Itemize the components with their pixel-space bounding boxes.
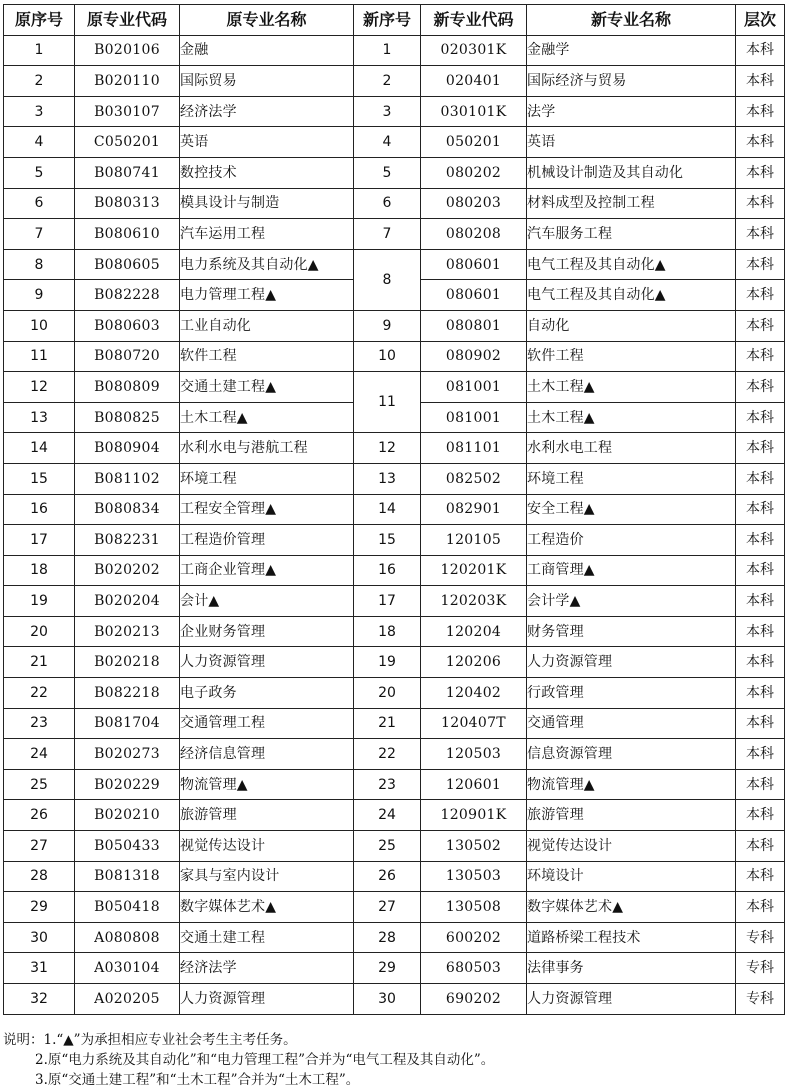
cell-old-no: 10 [4, 310, 75, 341]
cell-old-name: 企业财务管理 [180, 616, 354, 647]
cell-old-no: 31 [4, 953, 75, 984]
cell-old-no: 11 [4, 341, 75, 372]
cell-old-code: B081704 [75, 708, 180, 739]
cell-old-name: 数字媒体艺术▲ [180, 892, 354, 923]
cell-new-code: 082502 [421, 463, 527, 494]
cell-new-code: 120503 [421, 739, 527, 770]
cell-old-no: 23 [4, 708, 75, 739]
cell-level: 本科 [736, 188, 785, 219]
cell-new-code: 120204 [421, 616, 527, 647]
table-body [4, 35, 785, 1014]
table-row [4, 35, 785, 66]
cell-new-name: 国际经济与贸易 [527, 66, 736, 97]
table-row [4, 800, 785, 831]
table-row [4, 96, 785, 127]
cell-new-code: 120203K [421, 586, 527, 617]
table-row [4, 647, 785, 678]
cell-level: 本科 [736, 861, 785, 892]
cell-level: 本科 [736, 494, 785, 525]
cell-old-no: 16 [4, 494, 75, 525]
cell-old-name: 软件工程 [180, 341, 354, 372]
cell-old-code: B020204 [75, 586, 180, 617]
table-row [4, 708, 785, 739]
cell-new-name: 环境设计 [527, 861, 736, 892]
cell-new-name: 电气工程及其自动化▲ [527, 280, 736, 311]
cell-old-code: B080834 [75, 494, 180, 525]
cell-new-name: 材料成型及控制工程 [527, 188, 736, 219]
cell-new-name: 交通管理 [527, 708, 736, 739]
cell-old-name: 交通管理工程 [180, 708, 354, 739]
cell-level: 本科 [736, 463, 785, 494]
table-row [4, 555, 785, 586]
cell-old-no: 12 [4, 372, 75, 403]
cell-new-name: 英语 [527, 127, 736, 158]
table-row [4, 372, 785, 403]
cell-new-code: 130503 [421, 861, 527, 892]
cell-new-code: 080208 [421, 219, 527, 250]
cell-new-code: 081101 [421, 433, 527, 464]
cell-new-name: 视觉传达设计 [527, 831, 736, 862]
cell-old-name: 土木工程▲ [180, 402, 354, 433]
cell-old-code: A030104 [75, 953, 180, 984]
cell-new-name: 安全工程▲ [527, 494, 736, 525]
cell-new-no: 9 [354, 310, 421, 341]
cell-old-code: B082231 [75, 525, 180, 556]
table-row [4, 678, 785, 709]
cell-old-no: 18 [4, 555, 75, 586]
cell-old-code: B080825 [75, 402, 180, 433]
cell-old-no: 9 [4, 280, 75, 311]
cell-level: 本科 [736, 678, 785, 709]
cell-new-no: 16 [354, 555, 421, 586]
cell-new-code: 130508 [421, 892, 527, 923]
cell-new-name: 工商管理▲ [527, 555, 736, 586]
table-row [4, 188, 785, 219]
cell-new-code: 080601 [421, 249, 527, 280]
table-row [4, 616, 785, 647]
cell-old-name: 工商企业管理▲ [180, 555, 354, 586]
cell-new-name: 土木工程▲ [527, 402, 736, 433]
cell-old-code: B082218 [75, 678, 180, 709]
cell-old-no: 20 [4, 616, 75, 647]
cell-old-name: 工程造价管理 [180, 525, 354, 556]
cell-old-name: 工业自动化 [180, 310, 354, 341]
cell-old-name: 经济法学 [180, 953, 354, 984]
table-row [4, 127, 785, 158]
table-row [4, 66, 785, 97]
cell-new-code: 082901 [421, 494, 527, 525]
table-row [4, 769, 785, 800]
cell-old-name: 经济法学 [180, 96, 354, 127]
cell-old-name: 金融 [180, 35, 354, 66]
cell-old-no: 19 [4, 586, 75, 617]
cell-old-code: B020229 [75, 769, 180, 800]
cell-level: 本科 [736, 525, 785, 556]
cell-new-code: 020401 [421, 66, 527, 97]
cell-old-name: 国际贸易 [180, 66, 354, 97]
cell-level: 专科 [736, 984, 785, 1015]
cell-old-name: 旅游管理 [180, 800, 354, 831]
header-new-no: 新序号 [354, 5, 421, 36]
cell-level: 本科 [736, 831, 785, 862]
cell-old-code: B050433 [75, 831, 180, 862]
cell-old-no: 26 [4, 800, 75, 831]
cell-old-code: B080313 [75, 188, 180, 219]
cell-old-code: B020106 [75, 35, 180, 66]
cell-new-name: 数字媒体艺术▲ [527, 892, 736, 923]
note-text-1: 1.“▲”为承担相应专业社会考生主考任务。 [43, 1032, 297, 1048]
cell-old-name: 环境工程 [180, 463, 354, 494]
cell-new-code: 600202 [421, 922, 527, 953]
cell-new-code: 120402 [421, 678, 527, 709]
cell-old-code: B081318 [75, 861, 180, 892]
cell-level: 本科 [736, 96, 785, 127]
cell-level: 本科 [736, 35, 785, 66]
table-row [4, 739, 785, 770]
cell-old-no: 3 [4, 96, 75, 127]
cell-new-code: 120206 [421, 647, 527, 678]
cell-new-name: 旅游管理 [527, 800, 736, 831]
cell-old-no: 28 [4, 861, 75, 892]
header-old-name: 原专业名称 [180, 5, 354, 36]
cell-old-name: 人力资源管理 [180, 984, 354, 1015]
cell-level: 本科 [736, 586, 785, 617]
cell-level: 本科 [736, 769, 785, 800]
cell-new-no: 17 [354, 586, 421, 617]
cell-new-name: 土木工程▲ [527, 372, 736, 403]
cell-old-code: B080610 [75, 219, 180, 250]
cell-new-name: 人力资源管理 [527, 984, 736, 1015]
cell-old-code: B020273 [75, 739, 180, 770]
table-row [4, 861, 785, 892]
table-row [4, 433, 785, 464]
cell-new-code: 050201 [421, 127, 527, 158]
cell-new-no: 21 [354, 708, 421, 739]
cell-new-no: 11 [354, 372, 421, 433]
cell-new-name: 财务管理 [527, 616, 736, 647]
cell-old-code: B020213 [75, 616, 180, 647]
cell-level: 本科 [736, 219, 785, 250]
header-new-name: 新专业名称 [527, 5, 736, 36]
cell-new-no: 6 [354, 188, 421, 219]
table-row [4, 219, 785, 250]
cell-old-no: 14 [4, 433, 75, 464]
header-level: 层次 [736, 5, 785, 36]
cell-new-no: 28 [354, 922, 421, 953]
cell-old-name: 视觉传达设计 [180, 831, 354, 862]
cell-old-no: 32 [4, 984, 75, 1015]
cell-old-no: 8 [4, 249, 75, 280]
cell-old-name: 交通土建工程▲ [180, 372, 354, 403]
header-old-no: 原序号 [4, 5, 75, 36]
cell-new-name: 环境工程 [527, 463, 736, 494]
note-text-3: 3.原“交通土建工程”和“土木工程”合并为“土木工程”。 [35, 1072, 360, 1088]
note-line-3 [3, 1070, 784, 1090]
cell-old-no: 21 [4, 647, 75, 678]
cell-old-code: B080720 [75, 341, 180, 372]
cell-level: 本科 [736, 66, 785, 97]
cell-old-code: B030107 [75, 96, 180, 127]
cell-old-no: 27 [4, 831, 75, 862]
cell-old-name: 电子政务 [180, 678, 354, 709]
cell-old-name: 汽车运用工程 [180, 219, 354, 250]
note-text-2: 2.原“电力系统及其自动化”和“电力管理工程”合并为“电气工程及其自动化”。 [35, 1052, 495, 1068]
cell-old-code: B081102 [75, 463, 180, 494]
cell-new-name: 人力资源管理 [527, 647, 736, 678]
cell-old-code: B020202 [75, 555, 180, 586]
cell-new-name: 会计学▲ [527, 586, 736, 617]
cell-new-no: 26 [354, 861, 421, 892]
cell-new-name: 汽车服务工程 [527, 219, 736, 250]
cell-level: 本科 [736, 372, 785, 403]
cell-new-code: 081001 [421, 372, 527, 403]
notes-section [3, 1030, 784, 1090]
cell-old-no: 5 [4, 157, 75, 188]
cell-new-code: 030101K [421, 96, 527, 127]
table-row [4, 892, 785, 923]
cell-old-name: 英语 [180, 127, 354, 158]
cell-level: 专科 [736, 922, 785, 953]
cell-old-no: 25 [4, 769, 75, 800]
cell-old-code: B020110 [75, 66, 180, 97]
cell-old-code: A080808 [75, 922, 180, 953]
cell-old-name: 家具与室内设计 [180, 861, 354, 892]
cell-new-name: 法学 [527, 96, 736, 127]
table-row [4, 953, 785, 984]
cell-level: 本科 [736, 402, 785, 433]
cell-level: 本科 [736, 341, 785, 372]
cell-level: 本科 [736, 708, 785, 739]
cell-old-no: 30 [4, 922, 75, 953]
cell-new-code: 080601 [421, 280, 527, 311]
cell-new-code: 680503 [421, 953, 527, 984]
cell-new-no: 15 [354, 525, 421, 556]
cell-new-name: 行政管理 [527, 678, 736, 709]
cell-new-no: 29 [354, 953, 421, 984]
cell-new-no: 14 [354, 494, 421, 525]
cell-new-name: 水利水电工程 [527, 433, 736, 464]
cell-new-code: 690202 [421, 984, 527, 1015]
cell-new-code: 120407T [421, 708, 527, 739]
cell-new-no: 3 [354, 96, 421, 127]
cell-old-name: 经济信息管理 [180, 739, 354, 770]
cell-old-code: B080605 [75, 249, 180, 280]
cell-new-no: 22 [354, 739, 421, 770]
cell-old-name: 交通土建工程 [180, 922, 354, 953]
table-row [4, 525, 785, 556]
cell-level: 本科 [736, 800, 785, 831]
cell-new-no: 30 [354, 984, 421, 1015]
cell-old-code: B080603 [75, 310, 180, 341]
cell-level: 本科 [736, 555, 785, 586]
cell-new-code: 130502 [421, 831, 527, 862]
cell-new-name: 工程造价 [527, 525, 736, 556]
cell-old-no: 6 [4, 188, 75, 219]
cell-old-name: 工程安全管理▲ [180, 494, 354, 525]
cell-level: 本科 [736, 892, 785, 923]
cell-old-code: B082228 [75, 280, 180, 311]
table-row [4, 249, 785, 280]
table-row [4, 922, 785, 953]
cell-new-no: 2 [354, 66, 421, 97]
cell-old-no: 4 [4, 127, 75, 158]
cell-new-name: 金融学 [527, 35, 736, 66]
cell-new-code: 080801 [421, 310, 527, 341]
cell-new-name: 法律事务 [527, 953, 736, 984]
cell-level: 本科 [736, 739, 785, 770]
cell-old-name: 会计▲ [180, 586, 354, 617]
cell-new-code: 080202 [421, 157, 527, 188]
cell-old-code: C050201 [75, 127, 180, 158]
cell-level: 本科 [736, 157, 785, 188]
header-new-code: 新专业代码 [421, 5, 527, 36]
cell-level: 本科 [736, 127, 785, 158]
cell-new-name: 自动化 [527, 310, 736, 341]
major-mapping-table [3, 4, 785, 1015]
cell-old-no: 2 [4, 66, 75, 97]
cell-new-code: 081001 [421, 402, 527, 433]
cell-new-no: 1 [354, 35, 421, 66]
table-header-row [4, 5, 785, 36]
table-row [4, 463, 785, 494]
table-row [4, 341, 785, 372]
cell-new-no: 25 [354, 831, 421, 862]
cell-new-no: 7 [354, 219, 421, 250]
cell-new-no: 8 [354, 249, 421, 310]
cell-old-name: 电力系统及其自动化▲ [180, 249, 354, 280]
cell-new-no: 19 [354, 647, 421, 678]
cell-new-no: 18 [354, 616, 421, 647]
cell-level: 本科 [736, 310, 785, 341]
table-row [4, 157, 785, 188]
table-row [4, 586, 785, 617]
document-page [3, 4, 784, 1015]
cell-level: 本科 [736, 647, 785, 678]
cell-old-code: B020210 [75, 800, 180, 831]
cell-new-no: 10 [354, 341, 421, 372]
cell-new-no: 20 [354, 678, 421, 709]
cell-new-code: 020301K [421, 35, 527, 66]
cell-new-no: 23 [354, 769, 421, 800]
cell-old-name: 电力管理工程▲ [180, 280, 354, 311]
note-line-1 [3, 1030, 784, 1050]
cell-old-no: 13 [4, 402, 75, 433]
table-row [4, 310, 785, 341]
cell-new-no: 4 [354, 127, 421, 158]
cell-old-name: 数控技术 [180, 157, 354, 188]
cell-old-no: 29 [4, 892, 75, 923]
cell-old-no: 17 [4, 525, 75, 556]
cell-new-name: 软件工程 [527, 341, 736, 372]
cell-new-no: 12 [354, 433, 421, 464]
cell-new-code: 120105 [421, 525, 527, 556]
cell-old-no: 22 [4, 678, 75, 709]
cell-old-code: A020205 [75, 984, 180, 1015]
cell-new-code: 080902 [421, 341, 527, 372]
cell-new-code: 080203 [421, 188, 527, 219]
cell-new-name: 信息资源管理 [527, 739, 736, 770]
cell-old-code: B050418 [75, 892, 180, 923]
cell-old-code: B080741 [75, 157, 180, 188]
cell-old-name: 人力资源管理 [180, 647, 354, 678]
cell-new-no: 24 [354, 800, 421, 831]
cell-old-no: 7 [4, 219, 75, 250]
cell-level: 本科 [736, 616, 785, 647]
cell-old-name: 物流管理▲ [180, 769, 354, 800]
cell-new-code: 120201K [421, 555, 527, 586]
cell-level: 专科 [736, 953, 785, 984]
table-row [4, 831, 785, 862]
cell-new-no: 13 [354, 463, 421, 494]
cell-new-name: 电气工程及其自动化▲ [527, 249, 736, 280]
note-line-2 [3, 1050, 784, 1070]
cell-old-name: 模具设计与制造 [180, 188, 354, 219]
cell-level: 本科 [736, 249, 785, 280]
cell-old-code: B020218 [75, 647, 180, 678]
cell-new-code: 120601 [421, 769, 527, 800]
cell-old-no: 24 [4, 739, 75, 770]
cell-new-code: 120901K [421, 800, 527, 831]
cell-old-no: 15 [4, 463, 75, 494]
cell-new-name: 物流管理▲ [527, 769, 736, 800]
cell-old-name: 水利水电与港航工程 [180, 433, 354, 464]
table-row [4, 494, 785, 525]
cell-new-name: 道路桥梁工程技术 [527, 922, 736, 953]
cell-level: 本科 [736, 280, 785, 311]
cell-new-name: 机械设计制造及其自动化 [527, 157, 736, 188]
notes-prefix: 说明： [3, 1032, 44, 1048]
table-row [4, 984, 785, 1015]
cell-old-code: B080904 [75, 433, 180, 464]
cell-old-code: B080809 [75, 372, 180, 403]
cell-new-no: 5 [354, 157, 421, 188]
header-old-code: 原专业代码 [75, 5, 180, 36]
cell-new-no: 27 [354, 892, 421, 923]
cell-old-no: 1 [4, 35, 75, 66]
cell-level: 本科 [736, 433, 785, 464]
